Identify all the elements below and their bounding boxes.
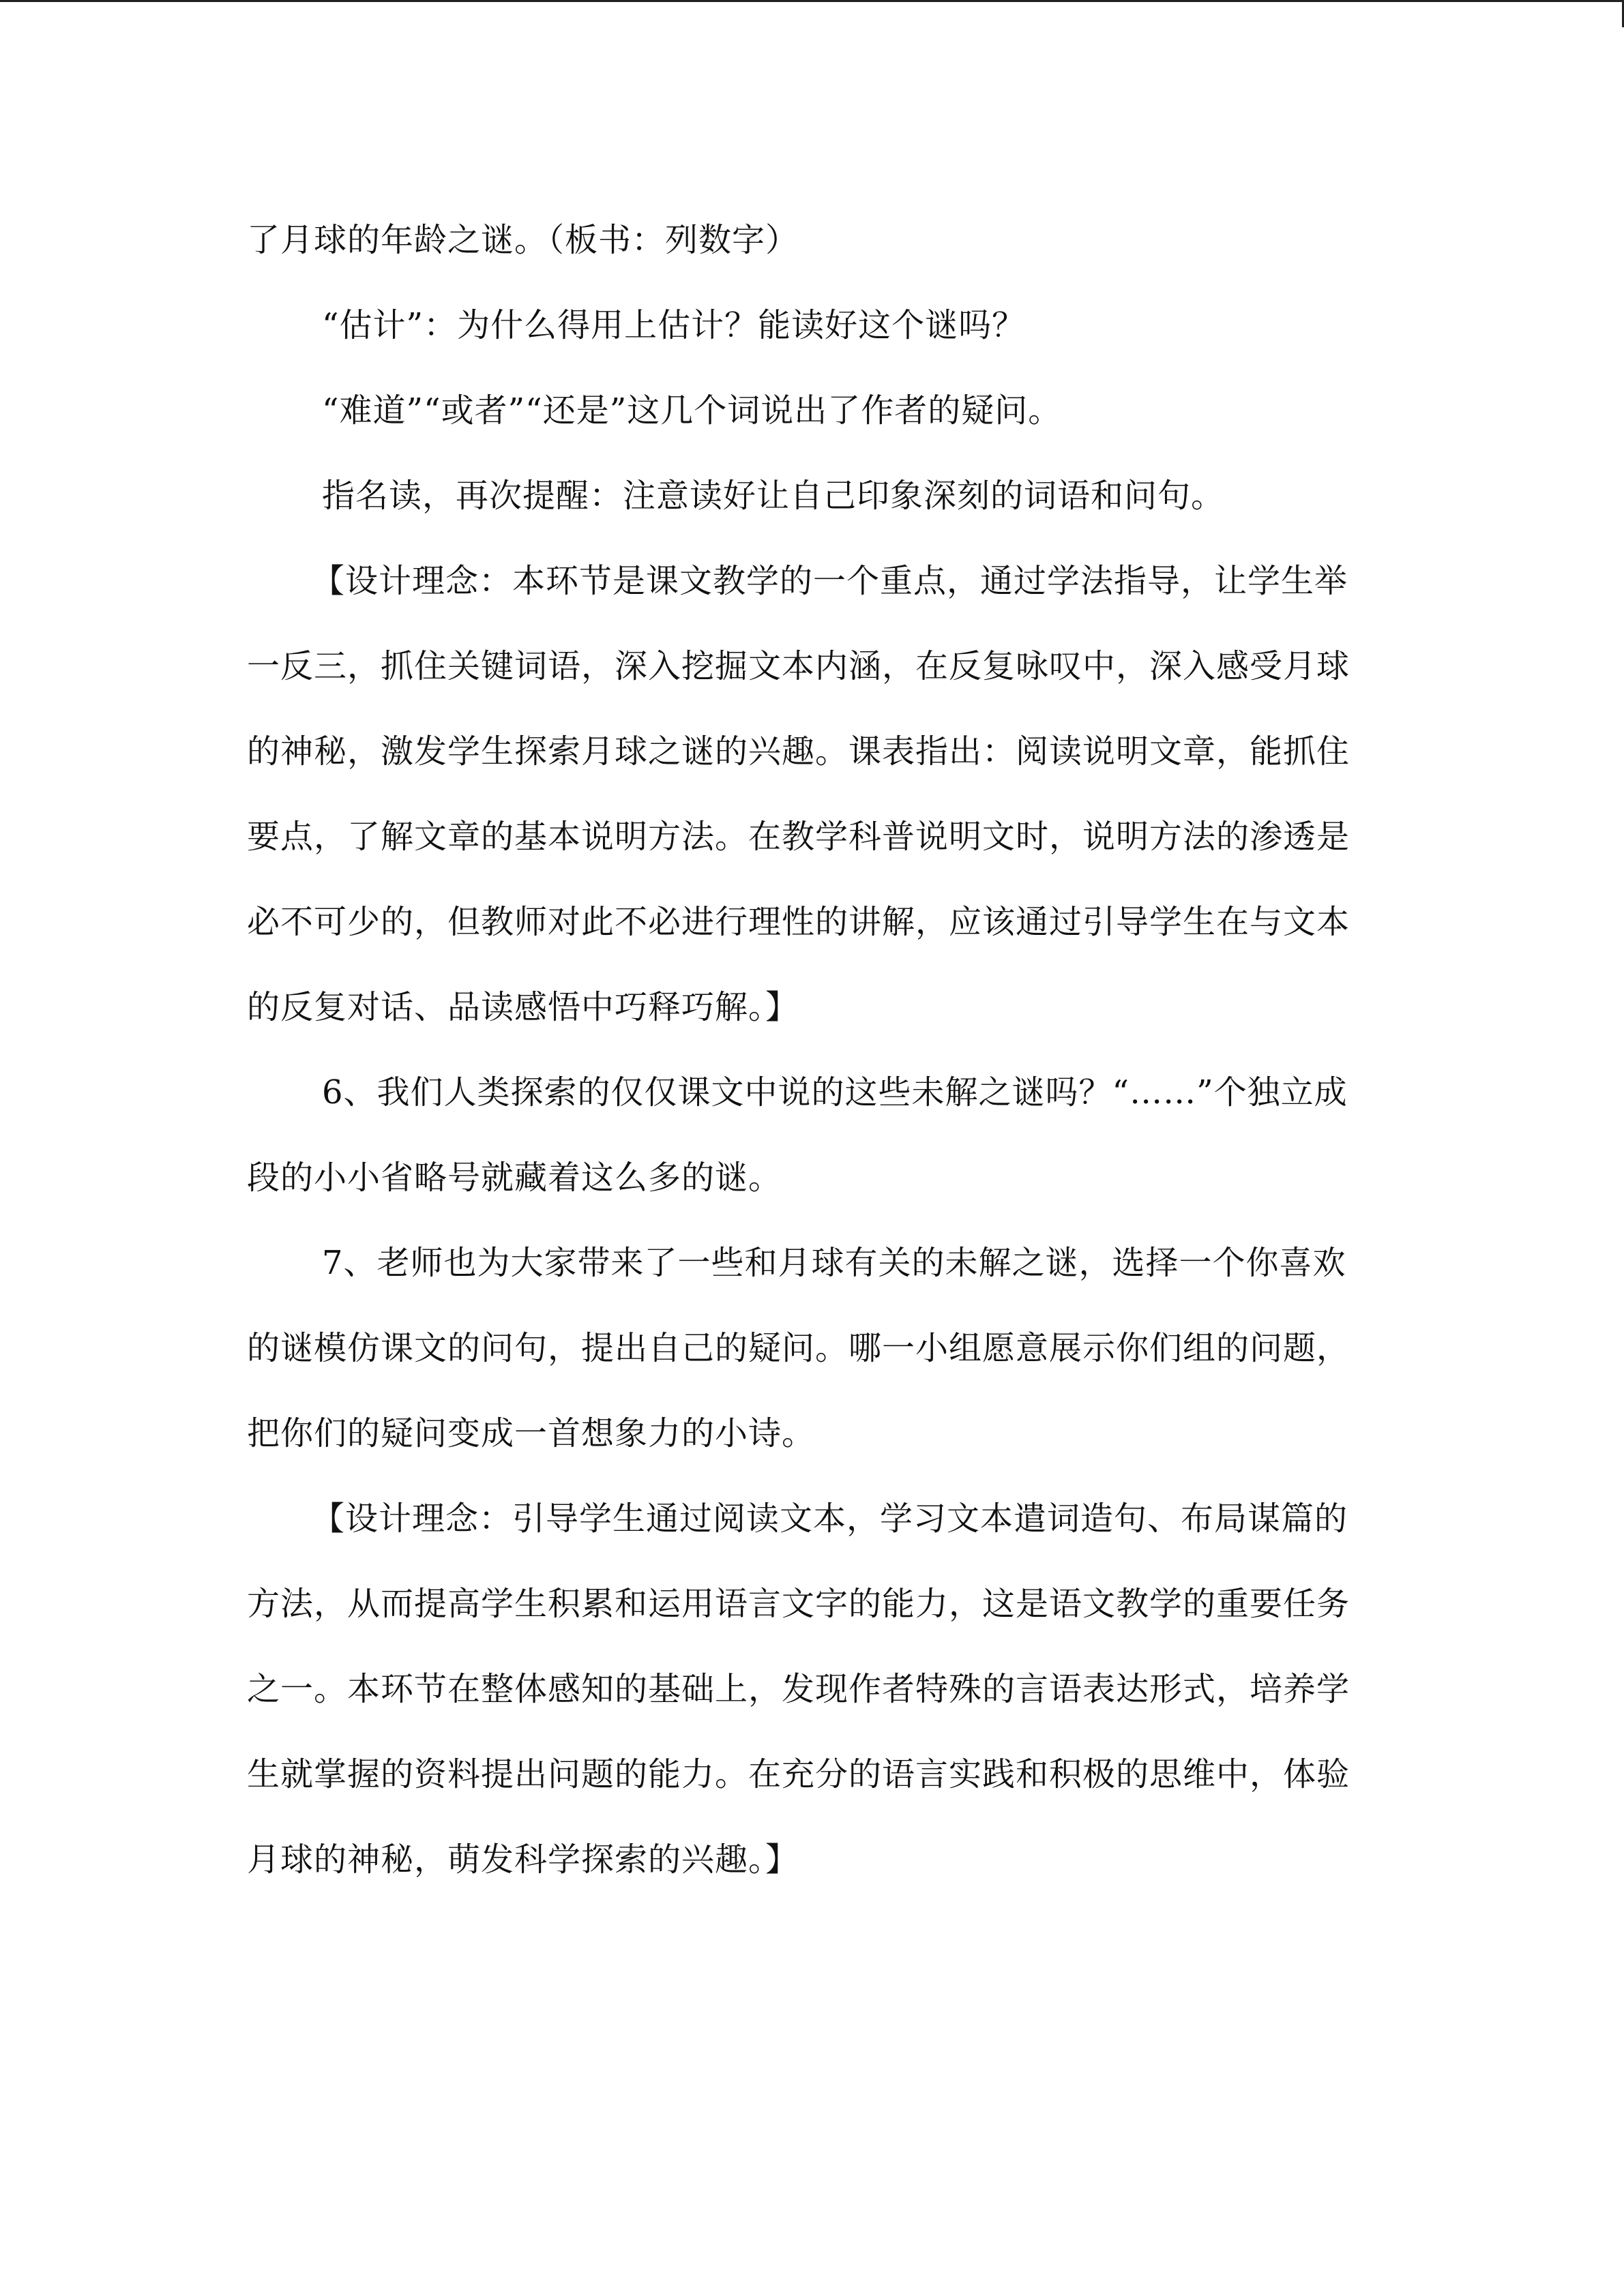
- document-body: [247, 198, 1379, 1903]
- paragraph-reading-reminder: 指名读，再次提醒：注意读好让自己印象深刻的词语和问句。: [322, 477, 1225, 515]
- page-top-border: [0, 0, 1624, 2]
- paragraph-step-7: 7、老师也为大家带来了一些和月球有关的未解之谜，选择一个你喜欢的谜模仿课文的问句，提出自己的疑问。哪一小组愿意展示你们组的问题，把你们的疑问变成一首想象力的小诗。: [247, 1244, 1350, 1452]
- design-note-2: 【设计理念：引导学生通过阅读文本，学习文本遣词造句、布局谋篇的方法，从而提高学生积累和运用语言文字的能力，这是语文教学的重要任务之一。本环节在整体感知的基础上，发现作者特殊的言语表达形式，培养学生就掌握的资料提出问题的能力。在充分的语言实践和积极的思维中，体验月球的神秘，萌发科学探索的兴趣。】: [247, 1500, 1350, 1879]
- paragraph-step-6: 6、我们人类探索的仅仅课文中说的这些未解之谜吗？“……”个独立成段的小小省略号就藏着这么多的谜。: [247, 1073, 1348, 1197]
- paragraph-estimate: “估计”：为什么得用上估计？能读好这个谜吗？: [322, 306, 1026, 344]
- paragraph-question-words: “难道”“或者”“还是”这几个词说出了作者的疑问。: [322, 391, 1062, 430]
- paragraph-continuation: 了月球的年龄之谜。（板书：列数字）: [247, 221, 799, 259]
- design-note-1: 【设计理念：本环节是课文教学的一个重点，通过学法指导，让学生举一反三，抓住关键词语，深入挖掘文本内涵，在反复咏叹中，深入感受月球的神秘，激发学生探索月球之谜的兴趣。课表指出：阅读说明文章，能抓住要点，了解文章的基本说明方法。在教学科普说明文时，说明方法的渗透是必不可少的，但教师对此不必进行理性的讲解，应该通过引导学生在与文本的反复对话、品读感悟中巧释巧解。】: [247, 562, 1350, 1026]
